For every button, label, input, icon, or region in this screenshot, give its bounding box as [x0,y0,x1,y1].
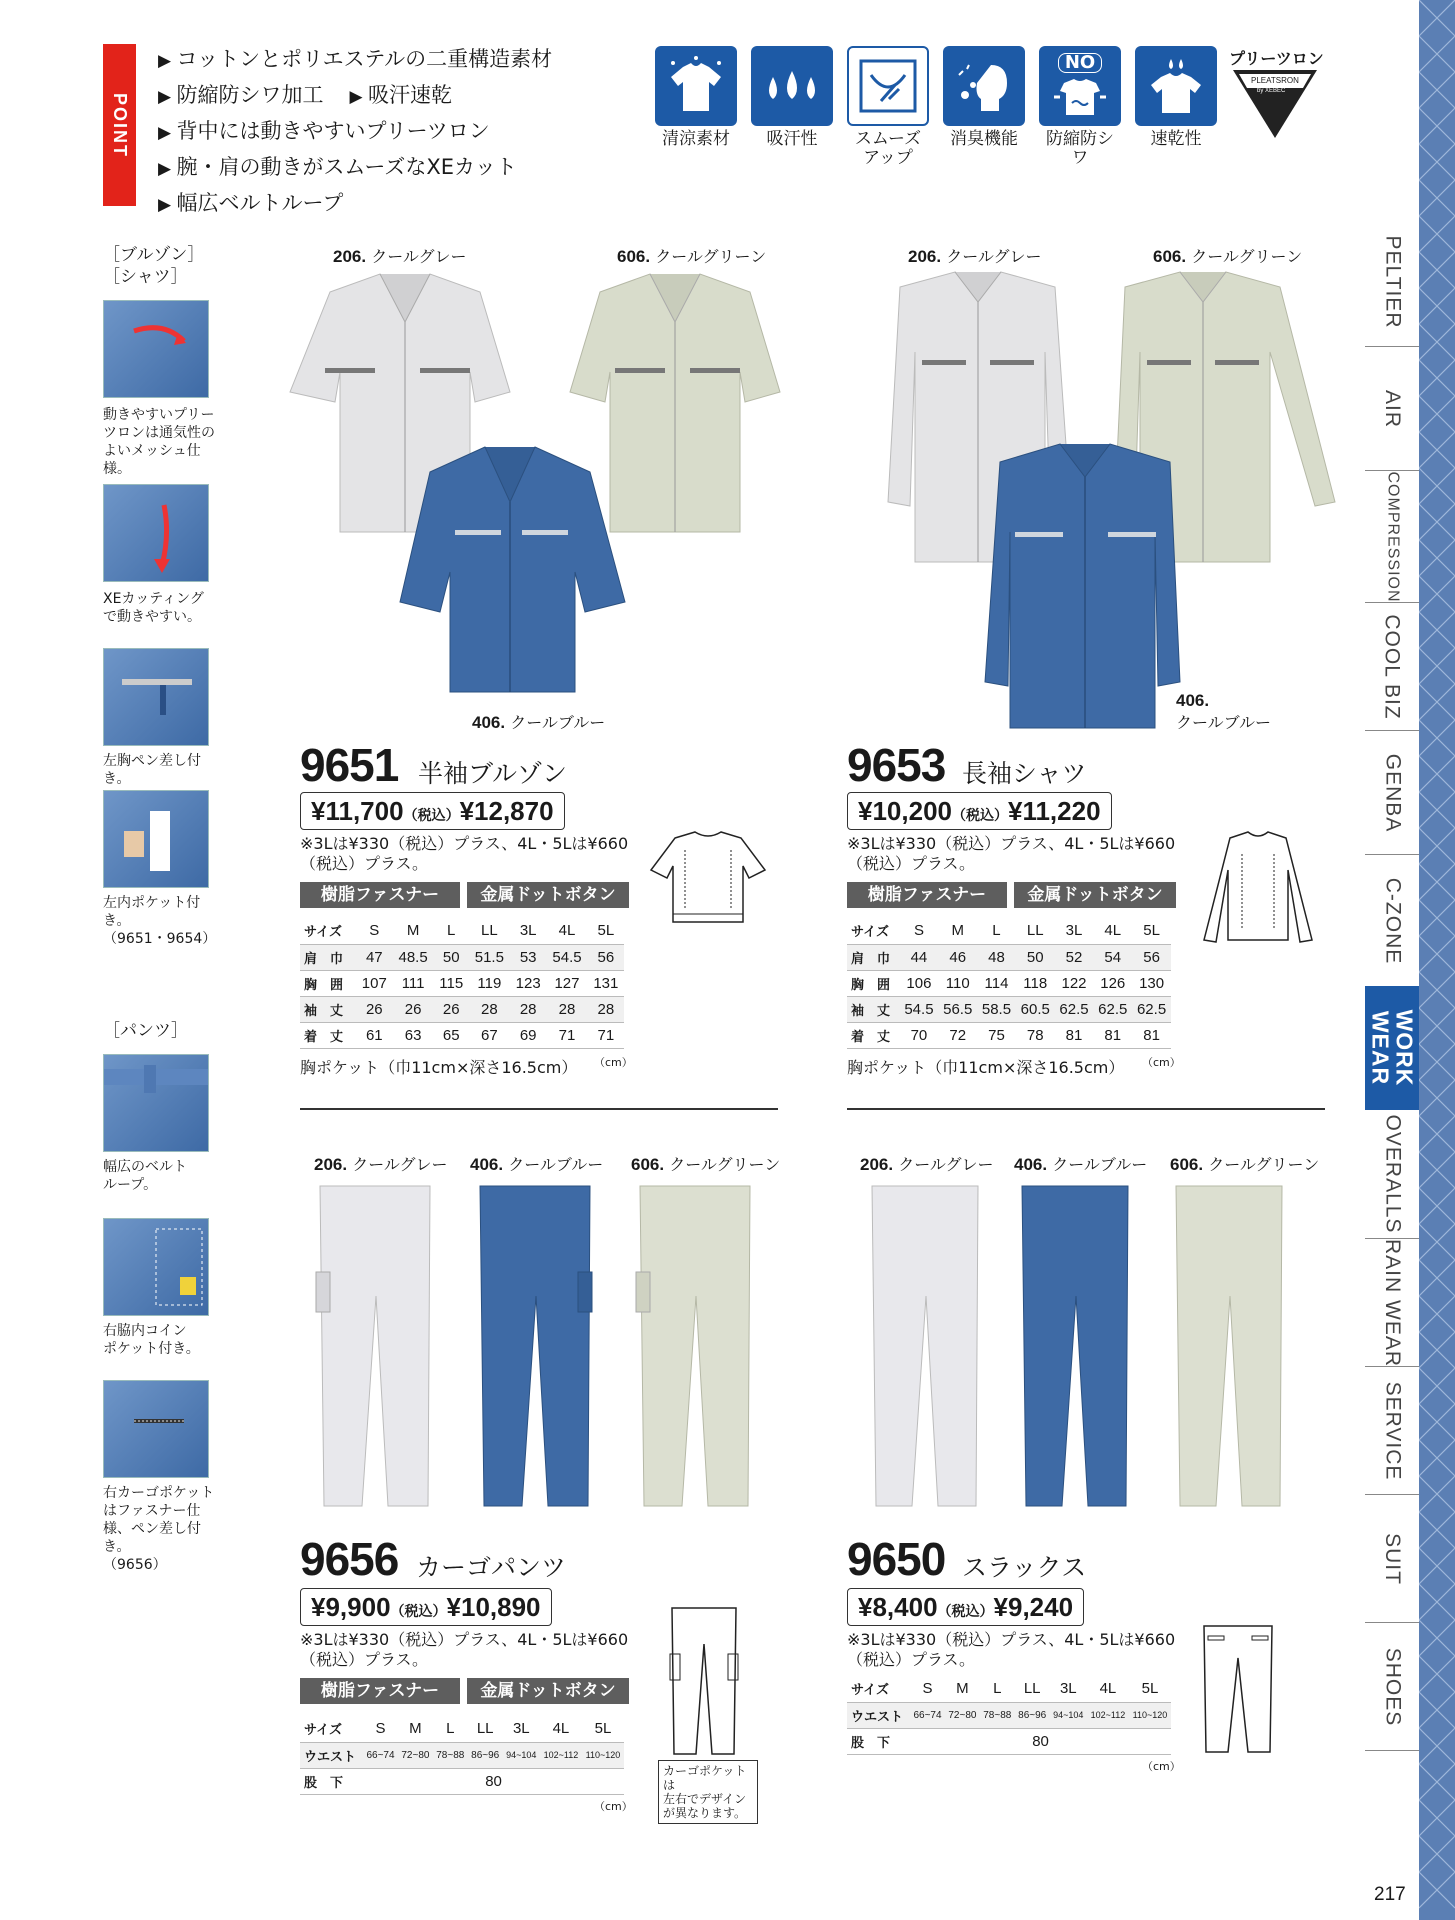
detail-belt-loop-caption: 幅広のベルト ループ。 [103,1159,187,1193]
price-note-9656: ※3Lは¥330（税込）プラス、4L・5Lは¥660 （税込）プラス。 [300,1630,629,1669]
detail-cargo-pocket-photo [103,1380,209,1478]
pocket-note-9653: 胸ポケット（巾11cm×深さ16.5cm） [847,1058,1125,1077]
table-row: 袖 丈 26 26 26 28 28 28 28 [300,996,624,1022]
sweat-drops-icon [751,46,833,126]
detail-pen-photo [103,648,209,746]
table-row: 肩 巾 47 48.5 50 51.5 53 54.5 56 [300,944,624,970]
detail-inner-pocket-caption: 左内ポケット付き。 （9651・9654） [103,895,217,947]
tag-metal-dot-button: 金属ドットボタン [467,1678,629,1704]
product-number-9651: 9651 [300,739,399,791]
feature-quick-dry: 速乾性 [1135,46,1217,168]
deodorant-icon [943,46,1025,126]
color-label-9650-606: 606. クールグリーン [1170,1155,1320,1174]
color-label-9651-206: 206. クールグレー [333,247,467,266]
color-label-9651-606: 606. クールグリーン [617,247,767,266]
product-number-9650: 9650 [847,1533,946,1585]
nav-c-zone[interactable]: C-ZONE [1365,854,1419,986]
feature-sweat: 吸汗性 [751,46,833,168]
price-9650: ¥8,400（税込）¥9,240 [847,1588,1084,1626]
nav-suit[interactable]: SUIT [1365,1494,1419,1622]
product-photo-9653 [860,262,1340,732]
sidebar-pattern [1419,0,1455,1920]
detail-xe-photo [103,484,209,582]
color-label-9650-406: 406. クールブルー [1014,1155,1148,1174]
pocket-note-9651: 胸ポケット（巾11cm×深さ16.5cm） [300,1058,578,1077]
unit-9650: （cm） [1142,1760,1181,1773]
slacks-green [1176,1186,1282,1506]
product-photo-9651 [270,262,840,712]
blouson-blue [400,447,625,692]
product-name-9653: 長袖シャツ [962,759,1087,788]
unit-9651: （cm） [594,1056,633,1069]
cargo-pants-gray [316,1186,430,1506]
divider-left [300,1108,778,1110]
detail-coin-pocket-caption: 右脇内コイン ポケット付き。 [103,1323,200,1357]
point-list: ▶ コットンとポリエステルの二重構造素材 ▶ 防縮防シワ加工 ▶ 吸汗速乾 ▶ 背中には動きやすいプリーツロン ▶ 腕・肩の動きがスムーズなXEカット ▶ 幅広ベルトループ [158,42,552,222]
detail-pen-caption: 左胸ペン差し付き。 [103,753,201,787]
unit-9653: （cm） [1142,1056,1181,1069]
price-9651: ¥11,700（税込）¥12,870 [300,792,565,830]
back-sketch-9650 [1198,1622,1278,1758]
nav-shoes[interactable]: SHOES [1365,1622,1419,1750]
table-row: ウエスト 66~74 72~80 78~88 86~96 94~104 102~112 110~120 [847,1702,1171,1728]
size-table-9651 [300,918,624,1049]
nav-work-wear[interactable]: WORK WEAR [1365,986,1419,1110]
pleatsron-logo: プリーツロン PLEATSRON by XEBEC [1225,46,1325,142]
table-row: 着 丈 61 63 65 67 69 71 71 [300,1022,624,1048]
table-row: 胸 囲 106 110 114 118 122 126 130 [847,970,1171,996]
feature-cool: 清涼素材 [655,46,737,168]
product-name-9650: スラックス [962,1553,1087,1582]
blouson-green [570,274,780,532]
unit-9656: （cm） [594,1800,633,1813]
color-label-9653-606: 606. クールグリーン [1153,247,1303,266]
table-row: 股 下 80 [300,1768,624,1794]
feature-smooth: スムーズ アップ [847,46,929,168]
size-table-9653 [847,918,1171,1049]
nav-service[interactable]: SERVICE [1365,1366,1419,1494]
tags-9656 [300,1678,629,1704]
price-9653: ¥10,200（税込）¥11,220 [847,792,1112,830]
detail-belt-loop-photo [103,1054,209,1152]
slacks-blue [1022,1186,1128,1506]
color-label-9656-406: 406. クールブルー [470,1155,604,1174]
nav-air[interactable]: AIR [1365,346,1419,470]
table-row: ウエスト 66~74 72~80 78~88 86~96 94~104 102~112 110~120 [300,1742,624,1768]
shirt-blue [985,444,1180,728]
slacks-gray [872,1186,978,1506]
product-photo-9650 [860,1176,1320,1516]
tags-9653 [847,882,1176,908]
detail-mesh-caption: 動きやすいプリー ツロンは通気性の よいメッシュ仕様。 [103,407,215,477]
details-top-title: ［ブルゾン］ ［シャツ］ [103,245,205,287]
back-sketch-9653 [1196,830,1320,946]
table-row: 着 丈 70 72 75 78 81 81 81 [847,1022,1171,1048]
feature-deodorant: 消臭機能 [943,46,1025,168]
detail-xe-caption: XEカッティング で動きやすい。 [103,591,204,625]
nav-rain-wear[interactable]: RAIN WEAR [1365,1238,1419,1366]
table-row: サイズ S M L LL 3L 4L 5L [300,1716,624,1742]
table-row: 胸 囲 107 111 115 119 123 127 131 [300,970,624,996]
price-note-9653: ※3Lは¥330（税込）プラス、4L・5Lは¥660 （税込）プラス。 [847,834,1176,873]
detail-mesh-photo [103,300,209,398]
color-label-9656-606: 606. クールグリーン [631,1155,781,1174]
detail-inner-pocket-photo [103,790,209,888]
size-table-9656 [300,1716,624,1795]
product-photo-9656 [310,1176,770,1516]
cargo-pants-blue [480,1186,592,1506]
page-number: 217 [1374,1884,1406,1905]
color-label-9653-406: 406. クールブルー [1176,691,1272,732]
smooth-shirt-icon [847,46,929,126]
no-shrink-icon: NO [1039,46,1121,126]
nav-genba[interactable]: GENBA [1365,730,1419,854]
table-row: サイズ S M L LL 3L 4L 5L [300,918,624,944]
nav-compression[interactable]: COMPRESSION [1365,470,1419,602]
nav-peltier[interactable]: PELTIER [1381,235,1404,329]
table-row: 股 下 80 [847,1728,1171,1754]
tag-resin-zipper: 樹脂ファスナー [847,882,1007,908]
tag-metal-dot-button: 金属ドットボタン [467,882,629,908]
price-note-9650: ※3Lは¥330（税込）プラス、4L・5Lは¥660 （税込）プラス。 [847,1630,1176,1669]
tag-resin-zipper: 樹脂ファスナー [300,1678,460,1704]
tag-resin-zipper: 樹脂ファスナー [300,882,460,908]
product-number-9656: 9656 [300,1533,399,1585]
cool-shirt-icon [655,46,737,126]
product-name-9651: 半袖ブルゾン [418,759,568,788]
color-label-9650-206: 206. クールグレー [860,1155,994,1174]
tag-metal-dot-button: 金属ドットボタン [1014,882,1176,908]
table-row: 肩 巾 44 46 48 50 52 54 56 [847,944,1171,970]
detail-coin-pocket-photo [103,1218,209,1316]
nav-cool-biz[interactable]: COOL BIZ [1365,602,1419,730]
product-number-9653: 9653 [847,739,946,791]
size-table-9650 [847,1676,1171,1755]
quick-dry-icon [1135,46,1217,126]
nav-overalls[interactable]: OVERALLS [1381,1114,1405,1234]
product-name-9656: カーゴパンツ [416,1553,567,1582]
table-row: サイズ S M L LL 3L 4L 5L [847,1676,1171,1702]
price-note-9651: ※3Lは¥330（税込）プラス、4L・5Lは¥660 （税込）プラス。 [300,834,629,873]
color-label-9653-206: 206. クールグレー [908,247,1042,266]
table-row: サイズ S M L LL 3L 4L 5L [847,918,1171,944]
detail-cargo-pocket-caption: 右カーゴポケット はファスナー仕 様、ペン差し付き。 （9656） [103,1485,215,1573]
color-label-9651-406: 406. クールブルー [472,713,606,732]
details-bottom-title: ［パンツ］ [103,1021,188,1041]
table-row: 袖 丈 54.5 56.5 58.5 60.5 62.5 62.5 62.5 [847,996,1171,1022]
feature-no-shrink: NO 防縮防シワ [1039,46,1121,168]
tags-9651 [300,882,629,908]
back-sketch-9651 [645,830,771,930]
divider-right [847,1108,1325,1110]
color-label-9656-206: 206. クールグレー [314,1155,448,1174]
back-sketch-9656 [664,1604,744,1764]
cargo-pocket-note: カーゴポケットは 左右でデザイン が異なります。 [658,1760,758,1824]
price-9656: ¥9,900（税込）¥10,890 [300,1588,552,1626]
cargo-pants-green [636,1186,750,1506]
nav-divider [1365,1750,1419,1751]
feature-icons [655,46,1217,168]
point-tab: POINT [103,44,136,206]
